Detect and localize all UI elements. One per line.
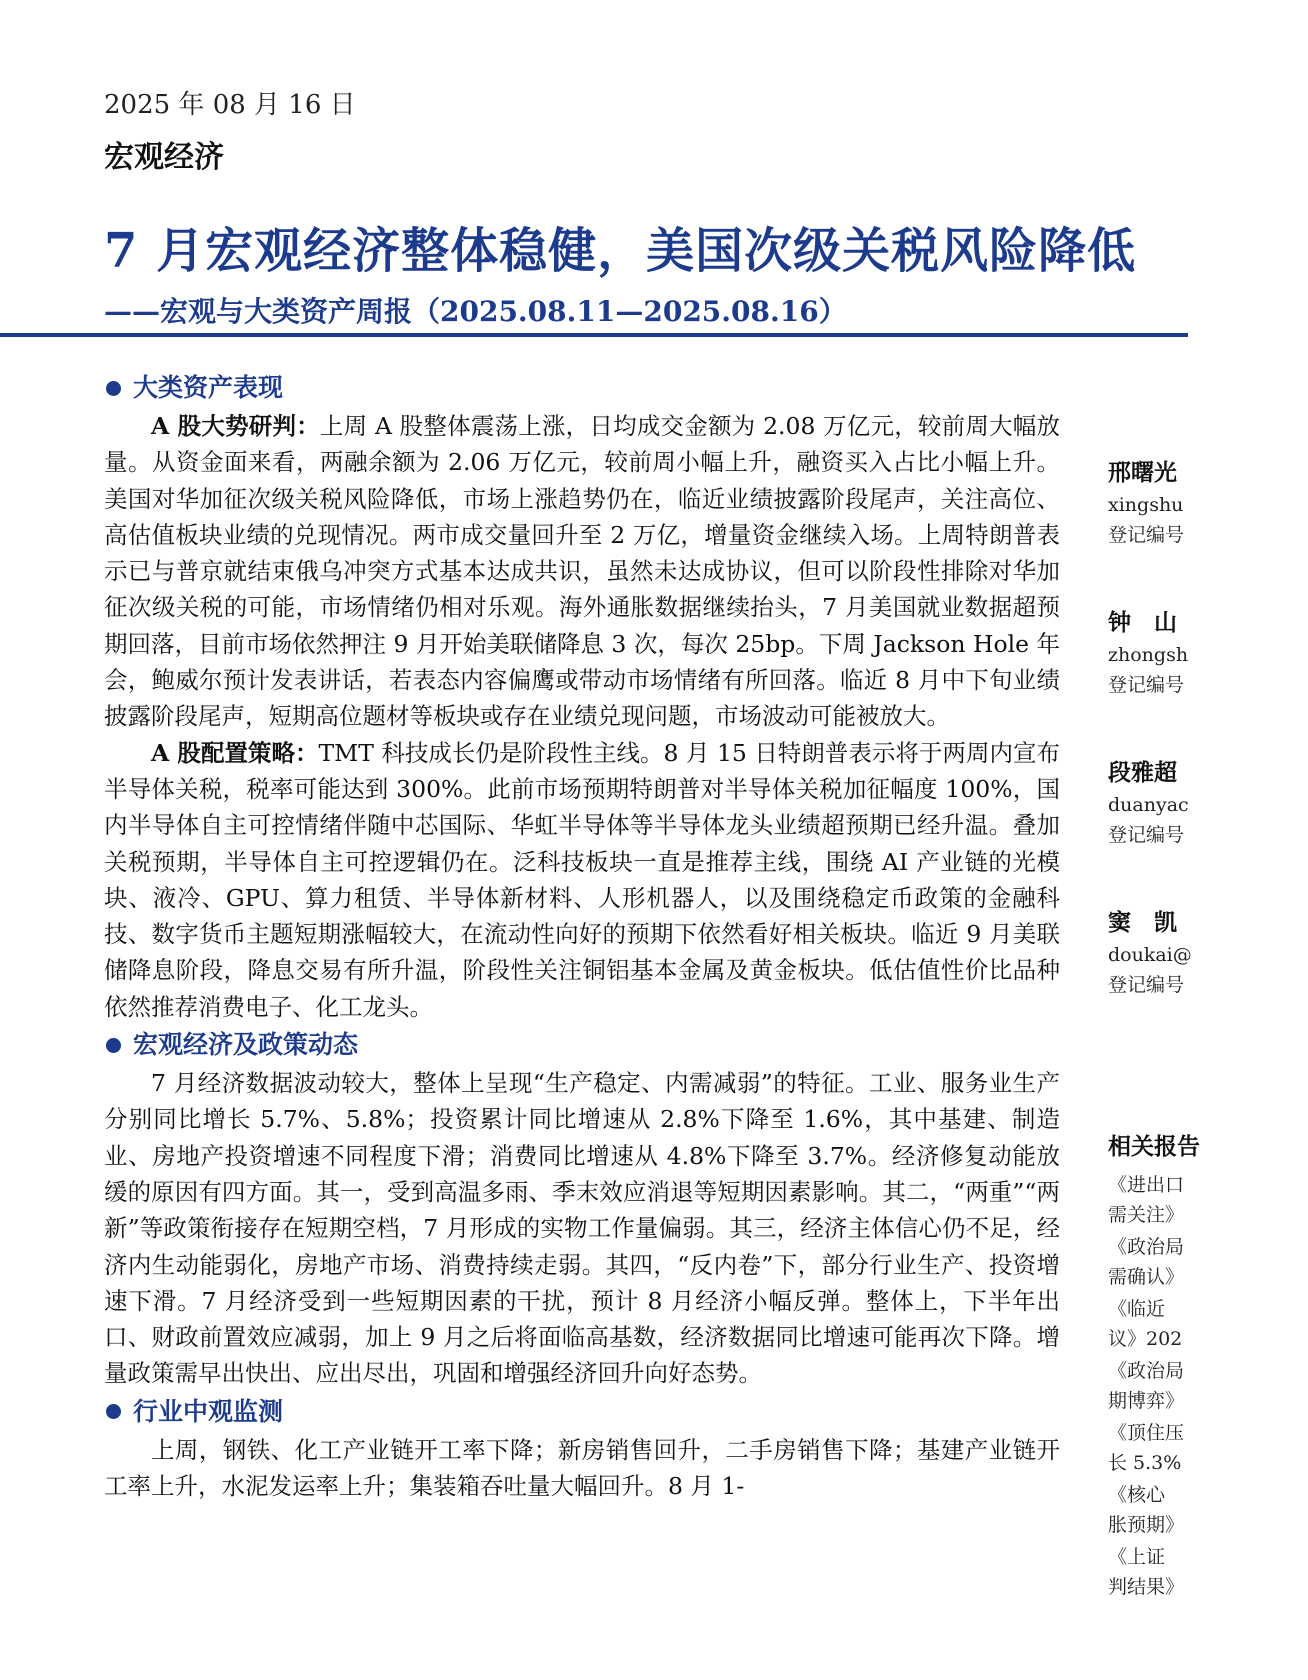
related-report-line: 期博弈》 [1108,1390,1185,1412]
bullet-icon [106,1404,121,1419]
paragraph-text: 上周 A 股整体震荡上涨，日均成交金额为 2.08 万亿元，较前周大幅放量。从资金面来看，两融余额为 2.06 万亿元，较前周小幅上升，融资买入占比小幅上升。美国对华加征次级关税风险降低，市场上涨趋势仍在，临近业绩披露阶段尾声，关注高位、高估值板块业绩的兑现情况。两市成交量回升至 2 万亿，增量资金继续入场。上周特朗普表示已与普京就结束俄乌冲突方式基本达成共识，虽然未达成协议，但可以阶段性排除对华加征次级关税的可能，市场情绪仍相对乐观。海外通胀数据继续抬头，7 月美国就业数据超预期回落，目前市场依然押注 9 月开始美联储降息 3 次，每次 25bp。下周 Jackson Hole 年会，鲍威尔预计发表讲话，若表态内容偏鹰或带动市场情绪有所回落。临近 8 月中下旬业绩披露阶段尾声，短期高位题材等板块或存在业绩兑现问题，市场波动可能被放大。 [104,412,1060,731]
report-title: 7 月宏观经济整体稳健，美国次级关税风险降低 [104,223,1137,279]
related-reports-title: 相关报告 [1108,1133,1200,1160]
report-date: 2025 年 08 月 16 日 [104,90,356,120]
related-report-item[interactable] [1108,1542,1308,1604]
paragraph-a-share-strategy [104,735,1060,1025]
analyst-card [1108,906,1192,1000]
related-reports-list [1108,1170,1308,1604]
analyst-registration: 登记编号 [1108,674,1185,696]
bullet-icon [106,381,121,396]
related-report-line: 《顶住压 [1108,1422,1185,1444]
related-report-line: 《上证 [1108,1546,1166,1568]
analyst-registration: 登记编号 [1108,974,1185,996]
analyst-registration: 登记编号 [1108,524,1185,546]
section-title [104,1025,1060,1065]
section-asset-performance [104,368,1060,1025]
analyst-name: 窦 凯 [1108,909,1177,936]
title-divider [0,333,1188,337]
paragraph-text: 7 月经济数据波动较大，整体上呈现“生产稳定、内需减弱”的特征。工业、服务业生产分别同比增长 5.7%、5.8%；投资累计同比增速从 2.8%下降至 1.6%，其中基建、制造业、房地产投资增速不同程度下滑；消费同比增速从 4.8%下降至 3.7%。经济修复动能放缓的原因有四方面。其一，受到高温多雨、季末效应消退等短期因素影响。其二，“两重”“两新”等政策衔接存在短期空档，7 月形成的实物工作量偏弱。其三，经济主体信心仍不足，经济内生动能弱化，房地产市场、消费持续走弱。其四，“反内卷”下，部分行业生产、投资增速下滑。7 月经济受到一些短期因素的干扰，预计 8 月经济小幅反弹。整体上，下半年出口、财政前置效应减弱，加上 9 月之后将面临高基数，经济数据同比增速可能再次下降。增量政策需早出快出、应出尽出，巩固和增强经济回升向好态势。 [104,1069,1060,1388]
section-title-text: 大类资产表现 [133,373,284,402]
report-category: 宏观经济 [104,140,224,175]
related-report-line: 议》202 [1108,1328,1183,1350]
section-title-text: 宏观经济及政策动态 [133,1030,359,1060]
sidebar [1108,0,1200,1680]
related-report-line: 判结果》 [1108,1576,1185,1598]
related-report-line: 长 5.3% [1108,1452,1182,1474]
related-report-line: 《政治局 [1108,1360,1185,1382]
paragraph-macro [104,1065,1060,1392]
paragraph-text: 上周，钢铁、化工产业链开工率下降；新房销售回升，二手房销售下降；基建产业链开工率上升，水泥发运率上升；集装箱吞吐量大幅回升。8 月 1- [104,1435,1060,1501]
related-report-line: 《政治局 [1108,1236,1185,1258]
related-report-item[interactable] [1108,1232,1308,1294]
analyst-name: 邢曙光 [1108,459,1177,486]
paragraph-lead: A 股配置策略： [151,738,319,767]
main-content [104,368,1060,1504]
related-report-line: 胀预期》 [1108,1514,1185,1536]
analyst-email[interactable]: xingshu [1108,494,1184,516]
analyst-card [1108,456,1184,550]
related-report-line: 需关注》 [1108,1204,1185,1226]
analyst-card [1108,756,1189,850]
analyst-name: 钟 山 [1108,609,1177,636]
related-report-line: 《核心 [1108,1484,1166,1506]
related-report-item[interactable] [1108,1170,1308,1232]
paragraph-text: TMT 科技成长仍是阶段性主线。8 月 15 日特朗普表示将于两周内宣布半导体关税，税率可能达到 300%。此前市场预期特朗普对半导体关税加征幅度 100%，国内半导体自主可控情绪伴随中芯国际、华虹半导体等半导体龙头业绩超预期已经升温。叠加关税预期，半导体自主可控逻辑仍在。泛科技板块一直是推荐主线，围绕 AI 产业链的光模块、液冷、GPU、算力租赁、半导体新材料、人形机器人，以及围绕稳定币政策的金融科技、数字货币主题短期涨幅较大，在流动性向好的预期下依然看好相关板块。临近 9 月美联储降息阶段，降息交易有所升温，阶段性关注铜铝基本金属及黄金板块。低估值性价比品种依然推荐消费电子、化工龙头。 [104,738,1060,1021]
analyst-email[interactable]: doukai@ [1108,944,1192,966]
analyst-email[interactable]: duanyac [1108,794,1189,816]
section-title [104,368,1060,408]
report-subtitle: ——宏观与大类资产周报（2025.08.11—2025.08.16） [104,295,847,328]
bullet-icon [106,1038,121,1053]
related-report-item[interactable] [1108,1418,1308,1480]
section-title [104,1392,1060,1432]
analyst-name: 段雅超 [1108,759,1177,786]
analyst-card [1108,606,1188,700]
section-macro-policy [104,1025,1060,1392]
paragraph-industry [104,1432,1060,1505]
related-report-item[interactable] [1108,1356,1308,1418]
analyst-registration: 登记编号 [1108,824,1185,846]
related-report-line: 《临近 [1108,1298,1166,1320]
related-report-item[interactable] [1108,1480,1308,1542]
related-report-line: 需确认》 [1108,1266,1185,1288]
paragraph-lead: A 股大势研判： [151,412,320,440]
analyst-email[interactable]: zhongsh [1108,644,1189,666]
related-report-line: 《进出口 [1108,1174,1185,1196]
section-title-text: 行业中观监测 [133,1396,284,1426]
section-industry-monitoring [104,1392,1060,1505]
related-report-item[interactable] [1108,1294,1308,1356]
paragraph-a-share-outlook [104,408,1060,735]
